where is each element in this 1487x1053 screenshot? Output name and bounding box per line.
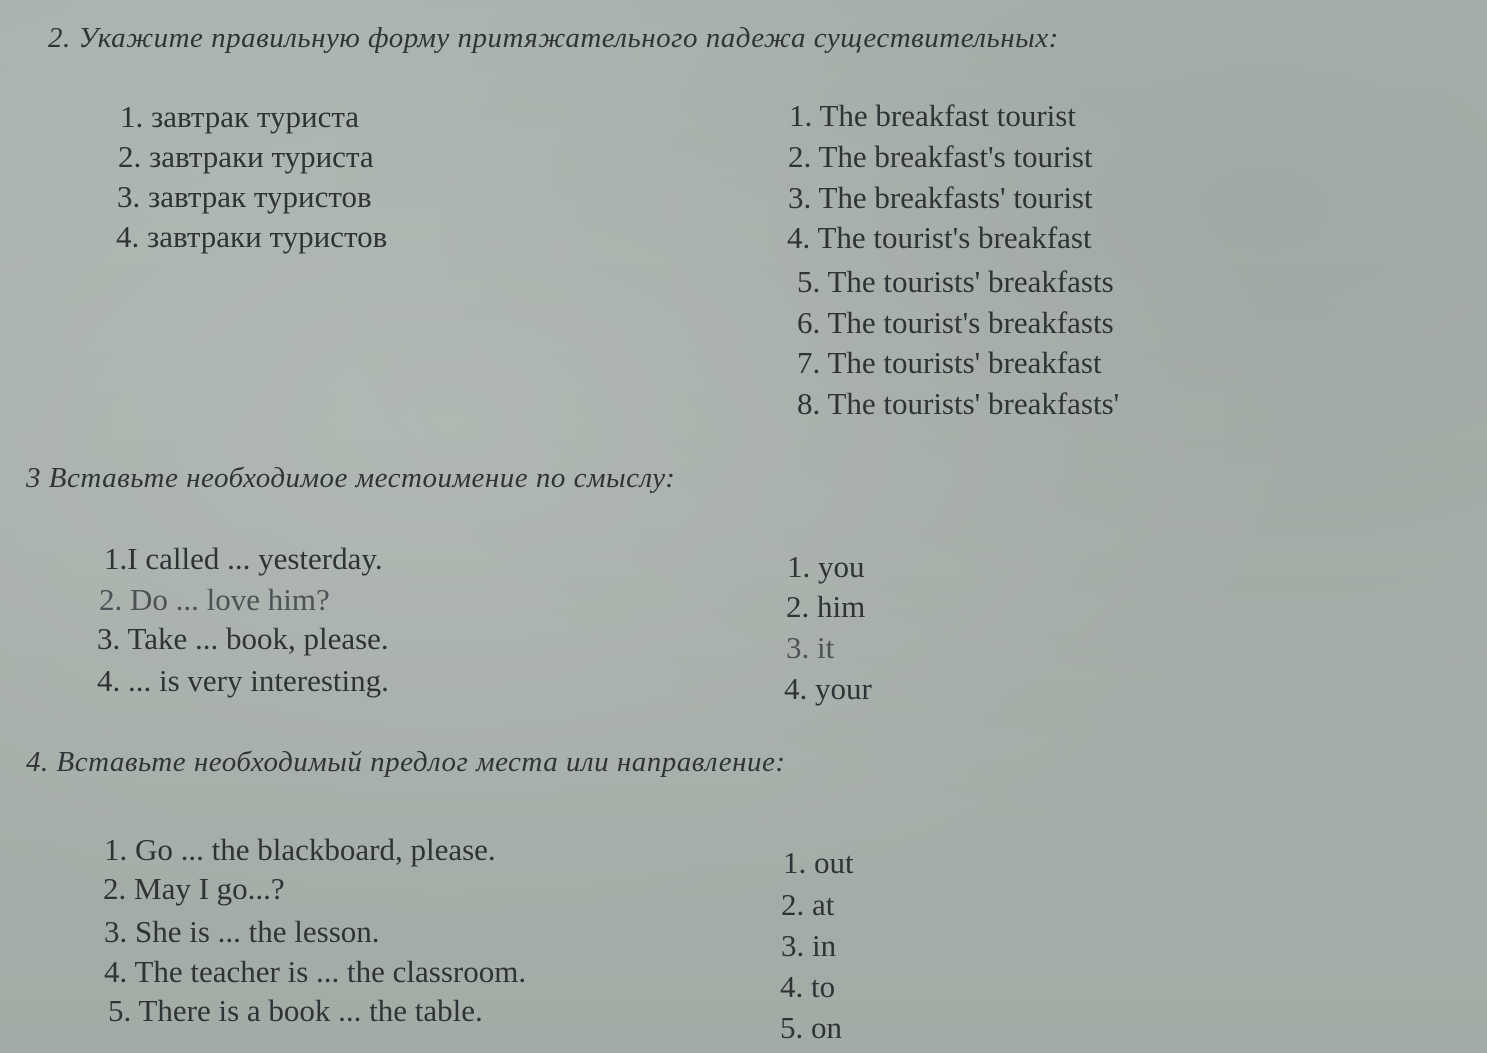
section-3-heading: 3 Вставьте необходимое местоимение по смыслу: bbox=[26, 462, 676, 494]
section-3-left-item-3: 3. Take ... book, please. bbox=[97, 621, 389, 656]
section-3-left-item-2: 2. Do ... love him? bbox=[99, 582, 330, 617]
section-2-right-item-3: 3. The breakfasts' tourist bbox=[788, 180, 1093, 215]
section-3-left-item-1: 1.I called ... yesterday. bbox=[104, 541, 383, 576]
section-2-right-item-7: 7. The tourists' breakfast bbox=[797, 345, 1102, 380]
section-4-left-item-4: 4. The teacher is ... the classroom. bbox=[104, 954, 527, 989]
section-3-right-item-3: 3. it bbox=[786, 630, 835, 665]
section-2-left-item-2: 2. завтраки туриста bbox=[118, 139, 374, 174]
section-4-right-item-5: 5. on bbox=[780, 1010, 842, 1045]
section-2-left-item-4: 4. завтраки туристов bbox=[116, 219, 388, 254]
section-3-right-item-2: 2. him bbox=[786, 589, 866, 624]
section-4-heading: 4. Вставьте необходимый предлог места или направление: bbox=[26, 746, 786, 778]
section-4-right-item-2: 2. at bbox=[781, 887, 835, 922]
section-4-left-item-1: 1. Go ... the blackboard, please. bbox=[104, 832, 496, 867]
section-2-heading: 2. Укажите правильную форму притяжательного падежа существительных: bbox=[48, 22, 1059, 54]
section-2-right-item-6: 6. The tourist's breakfasts bbox=[797, 305, 1114, 340]
section-4-right-item-1: 1. out bbox=[783, 845, 854, 880]
section-4-left-item-2: 2. May I go...? bbox=[103, 871, 285, 906]
section-3-right-item-4: 4. your bbox=[784, 671, 872, 706]
section-3-right-item-1: 1. you bbox=[787, 549, 865, 584]
section-2-left-item-3: 3. завтрак туристов bbox=[117, 179, 372, 214]
section-2-right-item-5: 5. The tourists' breakfasts bbox=[797, 264, 1114, 299]
section-2-left-item-1: 1. завтрак туриста bbox=[120, 99, 360, 134]
section-4-left-item-5: 5. There is a book ... the table. bbox=[108, 993, 483, 1028]
section-2-right-item-2: 2. The breakfast's tourist bbox=[788, 139, 1093, 174]
section-2-right-item-8: 8. The tourists' breakfasts' bbox=[797, 386, 1120, 421]
section-2-right-item-1: 1. The breakfast tourist bbox=[789, 98, 1076, 133]
section-4-left-item-3: 3. She is ... the lesson. bbox=[104, 914, 380, 949]
section-3-left-item-4: 4. ... is very interesting. bbox=[97, 663, 389, 698]
section-4-right-item-4: 4. to bbox=[780, 969, 836, 1004]
section-2-right-item-4: 4. The tourist's breakfast bbox=[787, 220, 1092, 255]
section-4-right-item-3: 3. in bbox=[781, 928, 837, 963]
